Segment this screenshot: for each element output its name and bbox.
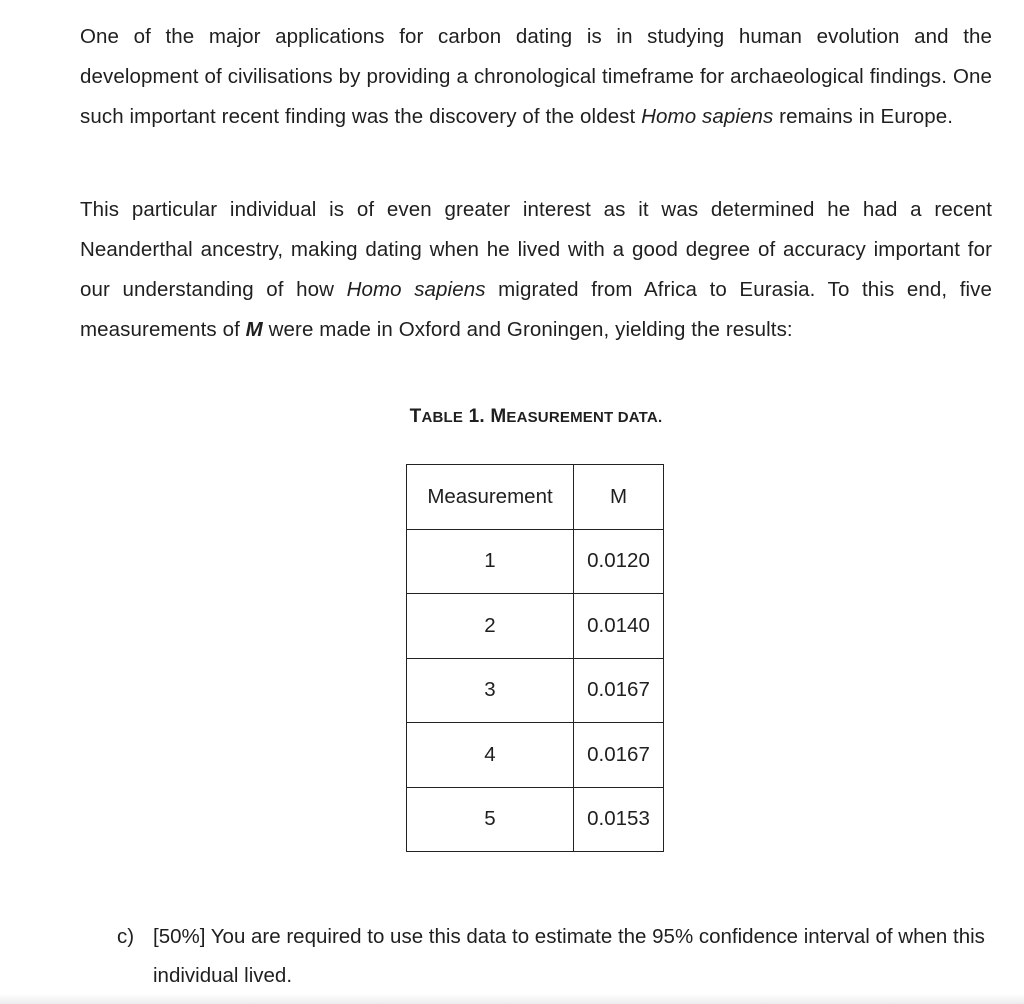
table-row: [407, 723, 664, 788]
measurement-table: [406, 464, 664, 852]
variable-symbol: M: [245, 318, 263, 341]
measurement-value: 0.0140: [574, 594, 664, 659]
intro-text-b: remains in Europe.: [773, 105, 954, 128]
measurement-index: 5: [407, 787, 574, 852]
context-text-b: migrated from Africa to Eurasia. To this end, five measurements of: [80, 278, 992, 341]
measurement-value: 0.0167: [574, 658, 664, 723]
context-text-a: This particular individual is of even greater interest as it was determined he had a recent Neanderthal ancestry, making dating when he lived with a good degree of accuracy important for our understanding of how: [80, 198, 992, 301]
measurement-value: 0.0153: [574, 787, 664, 852]
question-label: c): [117, 925, 135, 948]
measurement-value: 0.0167: [574, 723, 664, 788]
species-name: Homo sapiens: [346, 278, 486, 301]
header-m: M: [574, 465, 664, 530]
table-row: [407, 594, 664, 659]
species-name: Homo sapiens: [641, 105, 774, 128]
intro-text-a: One of the major applications for carbon dating is in studying human evolution and the development of civilisations by providing a chronological timeframe for archaeological findings. One such important recent finding was the discovery of the oldest: [80, 25, 992, 128]
table-row: [407, 658, 664, 723]
context-paragraph: [80, 190, 992, 350]
intro-paragraph: [80, 17, 992, 137]
table-row: [407, 529, 664, 594]
question-c: [117, 917, 992, 995]
measurement-index: 1: [407, 529, 574, 594]
page-bottom-shadow: [0, 994, 1024, 1004]
table-row: [407, 787, 664, 852]
header-measurement: Measurement: [407, 465, 574, 530]
question-text: [50%] You are required to use this data to estimate the 95% confidence interval of when this individual lived.: [153, 925, 985, 987]
measurement-index: 2: [407, 594, 574, 659]
table-header-row: [407, 465, 664, 530]
measurement-index: 4: [407, 723, 574, 788]
context-text-c: were made in Oxford and Groningen, yielding the results:: [262, 318, 793, 341]
measurement-index: 3: [407, 658, 574, 723]
measurement-value: 0.0120: [574, 529, 664, 594]
table-caption: TABLE 1. MEASUREMENT DATA.: [409, 406, 663, 427]
